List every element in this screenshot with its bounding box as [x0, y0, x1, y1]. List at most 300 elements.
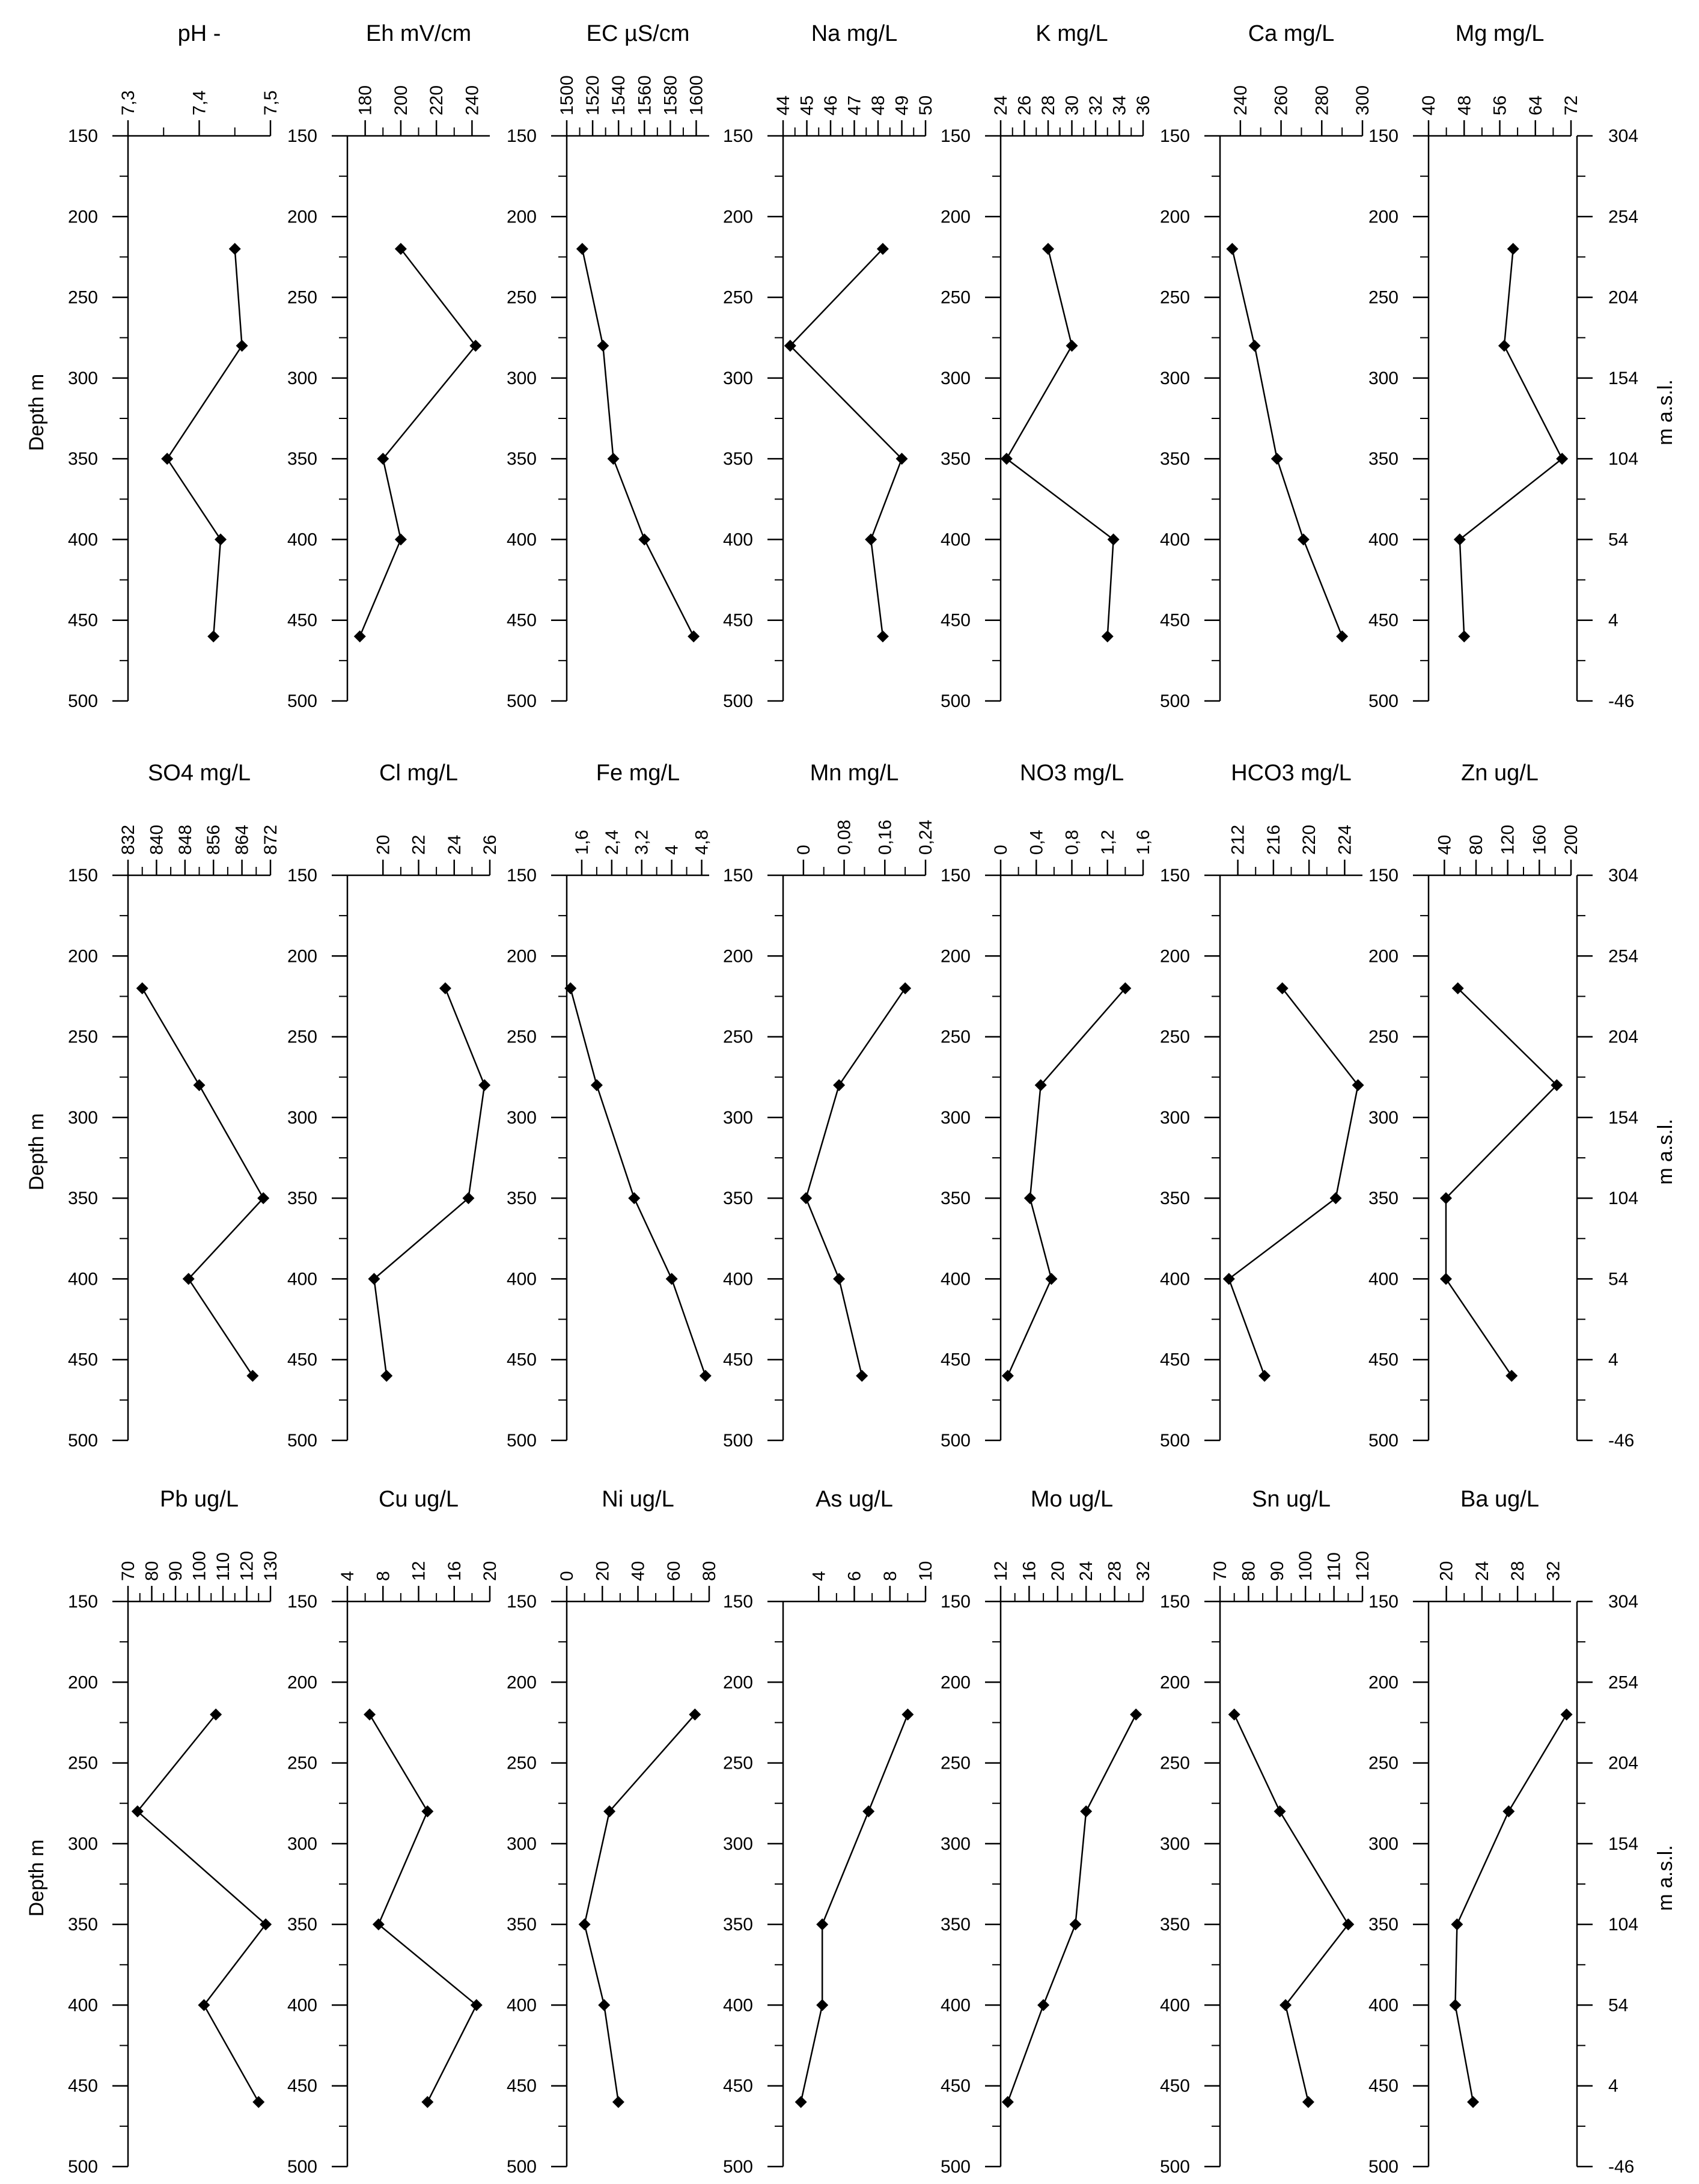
depth-tick-label: 350 [287, 449, 317, 470]
series-line [138, 1714, 266, 2102]
depth-tick-label: 150 [1159, 866, 1190, 886]
depth-tick-label: 450 [67, 2076, 98, 2096]
data-point [395, 243, 407, 255]
data-point [1001, 453, 1013, 465]
panel-title: Cu ug/L [378, 1487, 459, 1512]
data-point [421, 2096, 433, 2108]
depth-tick-label: 150 [940, 126, 971, 146]
value-tick-label: 20 [593, 1561, 613, 1581]
masl-tick-label: 4 [1608, 2076, 1618, 2096]
depth-tick-label: 500 [506, 1431, 537, 1451]
data-point [198, 1999, 210, 2011]
depth-tick-label: 200 [506, 1672, 537, 1693]
depth-tick-label: 150 [1368, 126, 1399, 146]
data-point [380, 1370, 392, 1382]
depth-tick-label: 200 [1159, 1672, 1190, 1693]
data-point [1249, 340, 1261, 352]
data-point [1228, 1708, 1240, 1721]
data-point [899, 982, 911, 994]
data-point [161, 453, 173, 465]
data-point [901, 1708, 914, 1721]
depth-tick-label: 350 [940, 1188, 971, 1209]
depth-tick-label: 200 [287, 1672, 317, 1693]
value-tick-label: 64 [1525, 95, 1546, 115]
data-point [1271, 453, 1283, 465]
value-tick-label: 4,8 [692, 830, 712, 855]
depth-tick-label: 450 [1368, 1350, 1399, 1370]
panel-title: Ba ug/L [1460, 1487, 1539, 1512]
depth-tick-label: 300 [67, 1834, 98, 1854]
value-tick-label: 80 [1466, 834, 1486, 855]
value-tick-label: 30 [1062, 95, 1082, 115]
data-point [1458, 631, 1470, 643]
series-line [1008, 1714, 1136, 2102]
panel [941, 21, 1153, 711]
value-tick-label: 864 [232, 824, 252, 855]
depth-tick-label: 500 [940, 2157, 971, 2177]
data-point [862, 1805, 874, 1817]
series-line [360, 249, 476, 637]
series-line [806, 988, 905, 1376]
depth-tick-label: 150 [506, 866, 537, 886]
data-point [1069, 1918, 1081, 1930]
depth-tick-label: 250 [1368, 1027, 1399, 1047]
depth-tick-label: 200 [506, 207, 537, 227]
panel [723, 21, 936, 711]
value-tick-label: 22 [409, 834, 429, 855]
panel-title: Eh mV/cm [365, 21, 472, 46]
panel [1368, 21, 1581, 711]
value-tick-label: 0,08 [834, 819, 855, 855]
panel-title: HCO3 mg/L [1231, 760, 1352, 786]
value-tick-label: 20 [480, 1561, 500, 1581]
data-point [597, 340, 609, 352]
value-tick-label: 12 [991, 1561, 1011, 1581]
panel-title: Cl mg/L [379, 760, 458, 786]
data-point [1467, 2096, 1479, 2108]
value-tick-label: 100 [1296, 1550, 1316, 1581]
depth-tick-label: 400 [1159, 1995, 1190, 2016]
depth-tick-label: 300 [287, 1834, 317, 1854]
data-point [1226, 243, 1238, 255]
series-line [142, 988, 263, 1376]
data-point [478, 1079, 490, 1091]
data-point [1449, 1999, 1461, 2011]
depth-tick-label: 500 [1159, 1431, 1190, 1451]
value-tick-label: 24 [991, 95, 1011, 115]
depth-tick-label: 500 [1368, 2157, 1399, 2177]
depth-tick-label: 200 [722, 946, 753, 967]
data-point [236, 340, 248, 352]
panel-title: Ca mg/L [1248, 21, 1335, 46]
value-tick-label: 840 [147, 824, 167, 855]
depth-tick-label: 200 [506, 946, 537, 967]
depth-tick-label: 400 [506, 1269, 537, 1289]
depth-tick-label: 500 [1368, 1431, 1399, 1451]
value-tick-label: 4 [338, 1571, 358, 1581]
depth-tick-label: 250 [287, 287, 317, 308]
depth-tick-label: 150 [1368, 866, 1399, 886]
value-tick-label: 34 [1109, 95, 1130, 115]
masl-tick-label: 254 [1608, 1672, 1639, 1693]
value-tick-label: 28 [1039, 95, 1058, 115]
depth-tick-label: 200 [67, 207, 98, 227]
depth-tick-label: 300 [940, 1107, 971, 1128]
value-tick-label: 180 [355, 85, 376, 115]
depth-tick-label: 150 [287, 126, 317, 146]
value-tick-label: 49 [892, 95, 912, 115]
depth-tick-label: 400 [67, 1995, 98, 2016]
depth-tick-label: 350 [287, 1915, 317, 1935]
data-point [1002, 1370, 1014, 1382]
value-tick-label: 32 [1086, 95, 1106, 115]
panel-title: Mg mg/L [1455, 21, 1545, 46]
value-tick-label: 3,2 [632, 830, 652, 855]
value-tick-label: 40 [628, 1561, 648, 1581]
depth-tick-label: 200 [287, 946, 317, 967]
masl-tick-label: -46 [1608, 1431, 1635, 1451]
depth-tick-label: 300 [506, 368, 537, 388]
depth-tick-label: 250 [940, 1027, 971, 1047]
depth-tick-label: 250 [722, 287, 753, 308]
value-tick-label: 856 [204, 824, 224, 855]
value-tick-label: 1560 [635, 75, 655, 115]
depth-tick-label: 300 [940, 1834, 971, 1854]
data-point [856, 1370, 868, 1382]
masl-tick-label: 104 [1608, 449, 1639, 470]
depth-tick-label: 350 [506, 449, 537, 470]
value-tick-label: 0,8 [1062, 830, 1082, 855]
depth-tick-label: 300 [506, 1834, 537, 1854]
value-tick-label: 90 [1267, 1561, 1287, 1581]
value-tick-label: 50 [916, 95, 936, 115]
panel-title: Fe mg/L [596, 760, 680, 786]
panel-title: pH - [177, 21, 221, 46]
series-line [570, 988, 706, 1376]
data-point [1302, 2096, 1314, 2108]
depth-tick-label: 400 [287, 1995, 317, 2016]
value-tick-label: 130 [261, 1550, 281, 1581]
value-tick-label: 240 [1230, 85, 1251, 115]
value-tick-label: 20 [373, 834, 394, 855]
masl-tick-label: 204 [1608, 287, 1639, 308]
panel [941, 760, 1153, 1451]
panel [1368, 760, 1581, 1451]
depth-tick-label: 500 [506, 2157, 537, 2177]
masl-tick-label: 304 [1608, 866, 1639, 886]
data-point [598, 1999, 610, 2011]
depth-tick-label: 400 [1159, 530, 1190, 550]
panel [68, 1487, 281, 2177]
data-point [877, 631, 889, 643]
data-point [688, 631, 700, 643]
data-point [1066, 340, 1078, 352]
depth-tick-label: 450 [287, 2076, 317, 2096]
value-tick-label: 28 [1508, 1561, 1528, 1581]
masl-tick-label: 104 [1608, 1915, 1639, 1935]
depth-tick-label: 500 [1368, 691, 1399, 711]
data-point [795, 2096, 807, 2108]
depth-tick-label: 300 [940, 368, 971, 388]
panel-title: Zn ug/L [1461, 760, 1539, 786]
panel [1368, 1487, 1573, 2177]
data-point [215, 533, 227, 545]
depth-tick-label: 200 [1368, 946, 1399, 967]
depth-tick-label: 300 [722, 1834, 753, 1854]
value-tick-label: 72 [1561, 95, 1581, 115]
value-tick-label: 1540 [609, 75, 629, 115]
value-tick-label: 200 [391, 85, 411, 115]
depth-tick-label: 400 [1368, 1995, 1399, 2016]
depth-tick-label: 400 [287, 1269, 317, 1289]
masl-tick-label: 54 [1608, 1995, 1629, 2016]
data-point [865, 533, 877, 545]
panel [1160, 1487, 1373, 2177]
depth-tick-label: 450 [722, 610, 753, 631]
depth-tick-label: 350 [722, 1188, 753, 1209]
depth-tick-label: 450 [67, 610, 98, 631]
panel-title: Mo ug/L [1030, 1487, 1114, 1512]
depth-tick-label: 500 [722, 1431, 753, 1451]
depth-tick-label: 450 [940, 1350, 971, 1370]
depth-tick-label: 350 [506, 1188, 537, 1209]
depth-tick-label: 300 [1368, 1834, 1399, 1854]
panel-title: SO4 mg/L [147, 760, 251, 786]
panel [941, 1487, 1153, 2177]
series-line [1007, 249, 1114, 637]
depth-tick-label: 250 [722, 1753, 753, 1773]
depth-tick-label: 400 [287, 530, 317, 550]
masl-tick-label: 204 [1608, 1753, 1639, 1773]
depth-tick-label: 450 [506, 2076, 537, 2096]
panel-title: As ug/L [816, 1487, 893, 1512]
depth-tick-label: 200 [940, 1672, 971, 1693]
value-tick-label: 48 [868, 95, 888, 115]
masl-tick-label: -46 [1608, 691, 1635, 711]
series-line [167, 249, 242, 637]
data-point [1561, 1708, 1573, 1721]
value-tick-label: 80 [142, 1561, 162, 1581]
value-tick-label: 56 [1490, 95, 1510, 115]
series-line [1232, 249, 1342, 637]
value-tick-label: 160 [1530, 824, 1550, 855]
data-point [1080, 1805, 1092, 1817]
depth-tick-label: 500 [1159, 2157, 1190, 2177]
value-tick-label: 12 [409, 1561, 429, 1581]
depth-tick-label: 500 [940, 691, 971, 711]
depth-tick-label: 400 [506, 530, 537, 550]
depth-tick-label: 150 [940, 1592, 971, 1612]
value-tick-label: 26 [480, 834, 500, 855]
value-tick-label: 240 [462, 85, 483, 115]
data-point [816, 1918, 828, 1930]
depth-tick-label: 350 [506, 1915, 537, 1935]
depth-tick-label: 400 [506, 1995, 537, 2016]
panel-title: Mn mg/L [810, 760, 899, 786]
depth-tick-label: 250 [506, 1753, 537, 1773]
depth-axis-title: Depth m [25, 1113, 48, 1191]
panel-title: Na mg/L [811, 21, 898, 46]
depth-tick-label: 200 [1368, 207, 1399, 227]
data-point [1045, 1273, 1057, 1285]
depth-tick-label: 450 [940, 610, 971, 631]
value-tick-label: 110 [1324, 1552, 1344, 1581]
series-line [1460, 249, 1562, 637]
depth-tick-label: 150 [1159, 126, 1190, 146]
value-tick-label: 1,6 [1133, 830, 1153, 855]
value-tick-label: 0,24 [916, 819, 936, 855]
masl-tick-label: -46 [1608, 2157, 1635, 2177]
data-point [576, 243, 588, 255]
depth-tick-label: 200 [67, 946, 98, 967]
value-tick-label: 0 [793, 845, 814, 855]
value-tick-label: 10 [916, 1561, 936, 1581]
data-point [1502, 1805, 1514, 1817]
value-tick-label: 2,4 [602, 830, 622, 855]
panel [507, 21, 709, 711]
depth-tick-label: 200 [940, 946, 971, 967]
panel [287, 760, 500, 1451]
data-point [229, 243, 241, 255]
depth-tick-label: 450 [1159, 2076, 1190, 2096]
value-tick-label: 90 [166, 1561, 186, 1581]
masl-tick-label: 154 [1608, 1107, 1639, 1128]
value-tick-label: 0 [557, 1571, 577, 1581]
depth-tick-label: 150 [1159, 1592, 1190, 1612]
value-tick-label: 200 [1561, 824, 1581, 855]
value-tick-label: 260 [1271, 85, 1292, 115]
depth-tick-label: 450 [722, 1350, 753, 1370]
depth-tick-label: 500 [67, 2157, 98, 2177]
series-line [790, 249, 902, 637]
depth-tick-label: 450 [1368, 2076, 1399, 2096]
depth-tick-label: 250 [1159, 1753, 1190, 1773]
value-tick-label: 120 [1498, 824, 1518, 855]
depth-tick-label: 200 [287, 207, 317, 227]
depth-tick-label: 500 [940, 1431, 971, 1451]
value-tick-label: 4 [809, 1571, 829, 1581]
depth-tick-label: 150 [67, 1592, 98, 1612]
depth-tick-label: 500 [287, 691, 317, 711]
depth-tick-label: 300 [1159, 368, 1190, 388]
value-tick-label: 40 [1435, 834, 1455, 855]
masl-tick-label: 4 [1608, 1350, 1618, 1370]
panel-title: EC µS/cm [586, 21, 690, 46]
data-point [638, 533, 650, 545]
data-point [136, 982, 148, 994]
data-point [1451, 1918, 1463, 1930]
value-tick-label: 7,3 [118, 90, 138, 115]
masl-axis-title: m a.s.l. [1654, 1119, 1677, 1185]
depth-tick-label: 450 [506, 1350, 537, 1370]
masl-tick-label: 4 [1608, 610, 1618, 631]
masl-axis-title: m a.s.l. [1654, 1845, 1677, 1911]
depth-tick-label: 350 [67, 1188, 98, 1209]
value-tick-label: 70 [118, 1561, 138, 1581]
depth-tick-label: 450 [506, 610, 537, 631]
data-point [1298, 533, 1310, 545]
data-point [1002, 2096, 1014, 2108]
data-point [1440, 1273, 1452, 1285]
value-tick-label: 24 [1472, 1561, 1492, 1581]
panel [287, 1487, 500, 2177]
depth-tick-label: 500 [67, 691, 98, 711]
series-line [370, 1714, 477, 2102]
value-tick-label: 1,6 [572, 830, 592, 855]
depth-tick-label: 250 [1159, 287, 1190, 308]
value-tick-label: 8 [373, 1571, 394, 1581]
data-point [354, 631, 366, 643]
masl-tick-label: 154 [1608, 1834, 1639, 1854]
depth-tick-label: 250 [67, 1753, 98, 1773]
value-tick-label: 40 [1419, 95, 1439, 115]
value-tick-label: 7,5 [261, 90, 281, 115]
depth-tick-label: 450 [1159, 610, 1190, 631]
depth-tick-label: 450 [287, 1350, 317, 1370]
depth-tick-label: 400 [722, 530, 753, 550]
depth-tick-label: 300 [1368, 368, 1399, 388]
data-point [1024, 1192, 1036, 1204]
data-point [591, 1079, 603, 1091]
value-tick-label: 24 [444, 834, 465, 855]
depth-tick-label: 500 [722, 2157, 753, 2177]
series-line [1455, 1714, 1566, 2102]
data-point [1258, 1370, 1270, 1382]
series-line [582, 249, 694, 637]
series-line [1234, 1714, 1349, 2102]
depth-tick-label: 350 [67, 449, 98, 470]
depth-tick-label: 300 [287, 1107, 317, 1128]
value-tick-label: 110 [213, 1552, 233, 1581]
value-tick-label: 46 [821, 95, 841, 115]
depth-tick-label: 250 [940, 1753, 971, 1773]
value-tick-label: 32 [1543, 1561, 1564, 1581]
depth-tick-label: 300 [67, 368, 98, 388]
value-tick-label: 70 [1210, 1561, 1230, 1581]
depth-axis-title: Depth m [25, 1839, 48, 1917]
depth-tick-label: 200 [1159, 207, 1190, 227]
data-point [833, 1079, 845, 1091]
depth-tick-label: 300 [67, 1107, 98, 1128]
depth-tick-label: 500 [67, 1431, 98, 1451]
data-point [1498, 340, 1510, 352]
depth-tick-label: 300 [287, 368, 317, 388]
depth-tick-label: 400 [67, 1269, 98, 1289]
depth-tick-label: 150 [1368, 1592, 1399, 1612]
depth-tick-label: 150 [940, 866, 971, 886]
depth-tick-label: 250 [506, 1027, 537, 1047]
value-tick-label: 44 [773, 95, 793, 115]
data-point [1042, 243, 1054, 255]
value-tick-label: 212 [1228, 824, 1248, 855]
depth-tick-label: 500 [287, 1431, 317, 1451]
value-tick-label: 1600 [686, 75, 707, 115]
depth-tick-label: 450 [287, 610, 317, 631]
data-point [1223, 1273, 1235, 1285]
depth-tick-label: 400 [940, 530, 971, 550]
data-point [246, 1370, 258, 1382]
data-point [628, 1192, 640, 1204]
depth-tick-label: 350 [722, 449, 753, 470]
depth-tick-label: 300 [506, 1107, 537, 1128]
depth-tick-label: 350 [1368, 1188, 1399, 1209]
masl-tick-label: 304 [1608, 126, 1639, 146]
panel [723, 1487, 936, 2177]
panel-title: NO3 mg/L [1019, 760, 1124, 786]
data-point [816, 1999, 828, 2011]
depth-tick-label: 250 [287, 1753, 317, 1773]
data-point [1507, 243, 1519, 255]
